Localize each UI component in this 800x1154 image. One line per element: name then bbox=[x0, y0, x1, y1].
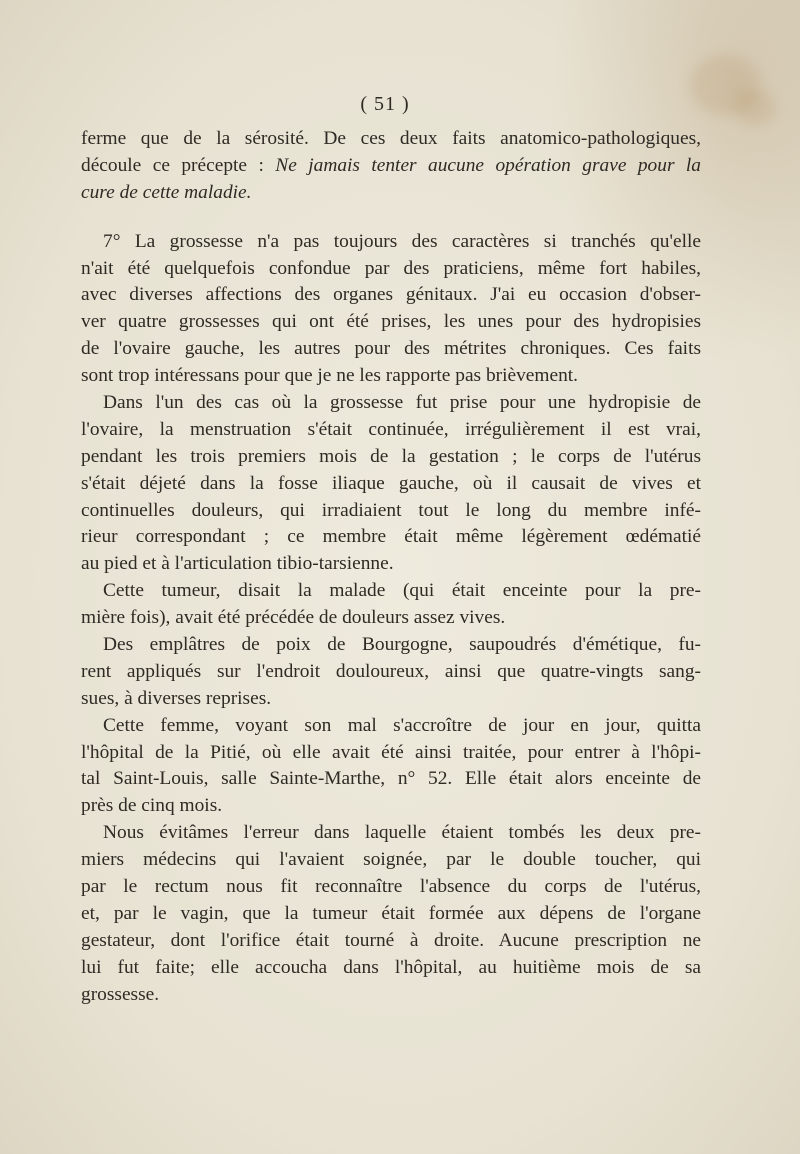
text-line bbox=[81, 471, 701, 498]
text-run: tal Saint-Louis, salle Sainte-Marthe, n° 52. Elle était alors enceinte de bbox=[81, 768, 701, 790]
text-line bbox=[81, 336, 701, 363]
text-run: de l'ovaire gauche, les autres pour des métrites chroniques. Ces faits bbox=[81, 338, 701, 360]
text-line bbox=[81, 498, 701, 525]
text-run: rent appliqués sur l'endroit douloureux, ainsi que quatre-vingts sang- bbox=[81, 660, 701, 682]
text-run: sues, à diverses reprises. bbox=[81, 687, 272, 709]
text-run: gestateur, dont l'orifice était tourné à droite. Aucune prescription ne bbox=[81, 929, 701, 951]
text-line bbox=[81, 740, 701, 767]
text-run: Cette femme, voyant son mal s'accroître de jour en jour, quitta bbox=[103, 714, 701, 736]
text-line bbox=[81, 363, 701, 390]
text-run: rieur correspondant ; ce membre était même légèrement œdématié bbox=[81, 526, 701, 548]
text-line bbox=[81, 632, 701, 659]
text-run: sont trop intéressans pour que je ne les rapporte pas brièvement. bbox=[81, 365, 579, 387]
text-line bbox=[81, 766, 701, 793]
text-line bbox=[81, 126, 701, 153]
text-line bbox=[81, 153, 701, 180]
text-run: découle ce précepte : bbox=[81, 154, 276, 176]
paragraph bbox=[81, 713, 701, 821]
text-run: Nous évitâmes l'erreur dans laquelle étaient tombés les deux pre- bbox=[103, 822, 701, 844]
body-text bbox=[81, 126, 701, 1009]
text-run: lui fut faite; elle accoucha dans l'hôpital, au huitième mois de sa bbox=[81, 956, 701, 978]
text-line bbox=[81, 686, 701, 713]
text-run: ver quatre grossesses qui ont été prises, les unes pour des hydropisies bbox=[81, 311, 701, 333]
text-line bbox=[81, 578, 701, 605]
text-line bbox=[81, 659, 701, 686]
text-line bbox=[81, 551, 701, 578]
text-run: par le rectum nous fit reconnaître l'absence du corps de l'utérus, bbox=[81, 876, 701, 898]
text-run: et, par le vagin, que la tumeur était formée aux dépens de l'organe bbox=[81, 902, 701, 924]
italic-text: Ne jamais tenter aucune opération grave pour la bbox=[275, 154, 701, 176]
text-line bbox=[81, 928, 701, 955]
text-line bbox=[81, 390, 701, 417]
text-line bbox=[81, 955, 701, 982]
text-run: l'hôpital de la Pitié, où elle avait été ainsi traitée, pour entrer à l'hôpi- bbox=[81, 741, 701, 763]
text-run: n'ait été quelquefois confondue par des praticiens, même fort habiles, bbox=[81, 257, 701, 279]
paragraph bbox=[81, 820, 701, 1008]
text-run: près de cinq mois. bbox=[81, 795, 223, 817]
text-run: l'ovaire, la menstruation s'était continuée, irrégulièrement il est vrai, bbox=[81, 418, 701, 440]
text-line bbox=[81, 229, 701, 256]
text-line bbox=[81, 874, 701, 901]
text-line bbox=[81, 713, 701, 740]
text-line bbox=[81, 605, 701, 632]
text-line bbox=[81, 282, 701, 309]
text-run: Dans l'un des cas où la grossesse fut prise pour une hydropisie de bbox=[103, 392, 701, 414]
text-run: s'était déjeté dans la fosse iliaque gauche, où il causait de vives et bbox=[81, 472, 701, 494]
text-run: ferme que de la sérosité. De ces deux faits anatomico-pathologiques, bbox=[81, 128, 701, 149]
text-line bbox=[81, 820, 701, 847]
text-run: miers médecins qui l'avaient soignée, par le double toucher, qui bbox=[81, 849, 701, 871]
paragraph bbox=[81, 632, 701, 713]
text-run: Cette tumeur, disait la malade (qui était enceinte pour la pre- bbox=[103, 580, 701, 602]
paragraph bbox=[81, 229, 701, 390]
text-run: continuelles douleurs, qui irradiaient tout le long du membre infé- bbox=[81, 499, 701, 521]
text-run: avec diverses affections des organes génitaux. J'ai eu occasion d'obser- bbox=[81, 284, 701, 306]
text-line bbox=[81, 524, 701, 551]
text-run: grossesse. bbox=[81, 983, 160, 1005]
text-run: pendant les trois premiers mois de la gestation ; le corps de l'utérus bbox=[81, 445, 701, 467]
text-line bbox=[81, 982, 701, 1009]
paragraph bbox=[81, 578, 701, 632]
text-line bbox=[81, 256, 701, 283]
text-line bbox=[81, 180, 701, 207]
text-run: au pied et à l'articulation tibio-tarsienne. bbox=[81, 553, 394, 575]
page-number: ( 51 ) bbox=[360, 93, 410, 115]
paragraph bbox=[81, 126, 701, 207]
paragraph bbox=[81, 390, 701, 578]
text-line bbox=[81, 901, 701, 928]
italic-text: cure de cette maladie. bbox=[81, 181, 252, 203]
text-line bbox=[81, 444, 701, 471]
text-line bbox=[81, 793, 701, 820]
text-line bbox=[81, 847, 701, 874]
text-run: 7° La grossesse n'a pas toujours des caractères si tranchés qu'elle bbox=[103, 230, 701, 252]
text-line bbox=[81, 417, 701, 444]
text-run: mière fois), avait été précédée de douleurs assez vives. bbox=[81, 607, 506, 629]
text-run: Des emplâtres de poix de Bourgogne, saupoudrés d'émétique, fu- bbox=[103, 634, 701, 656]
paragraph-spacer bbox=[81, 207, 701, 229]
text-line bbox=[81, 309, 701, 336]
